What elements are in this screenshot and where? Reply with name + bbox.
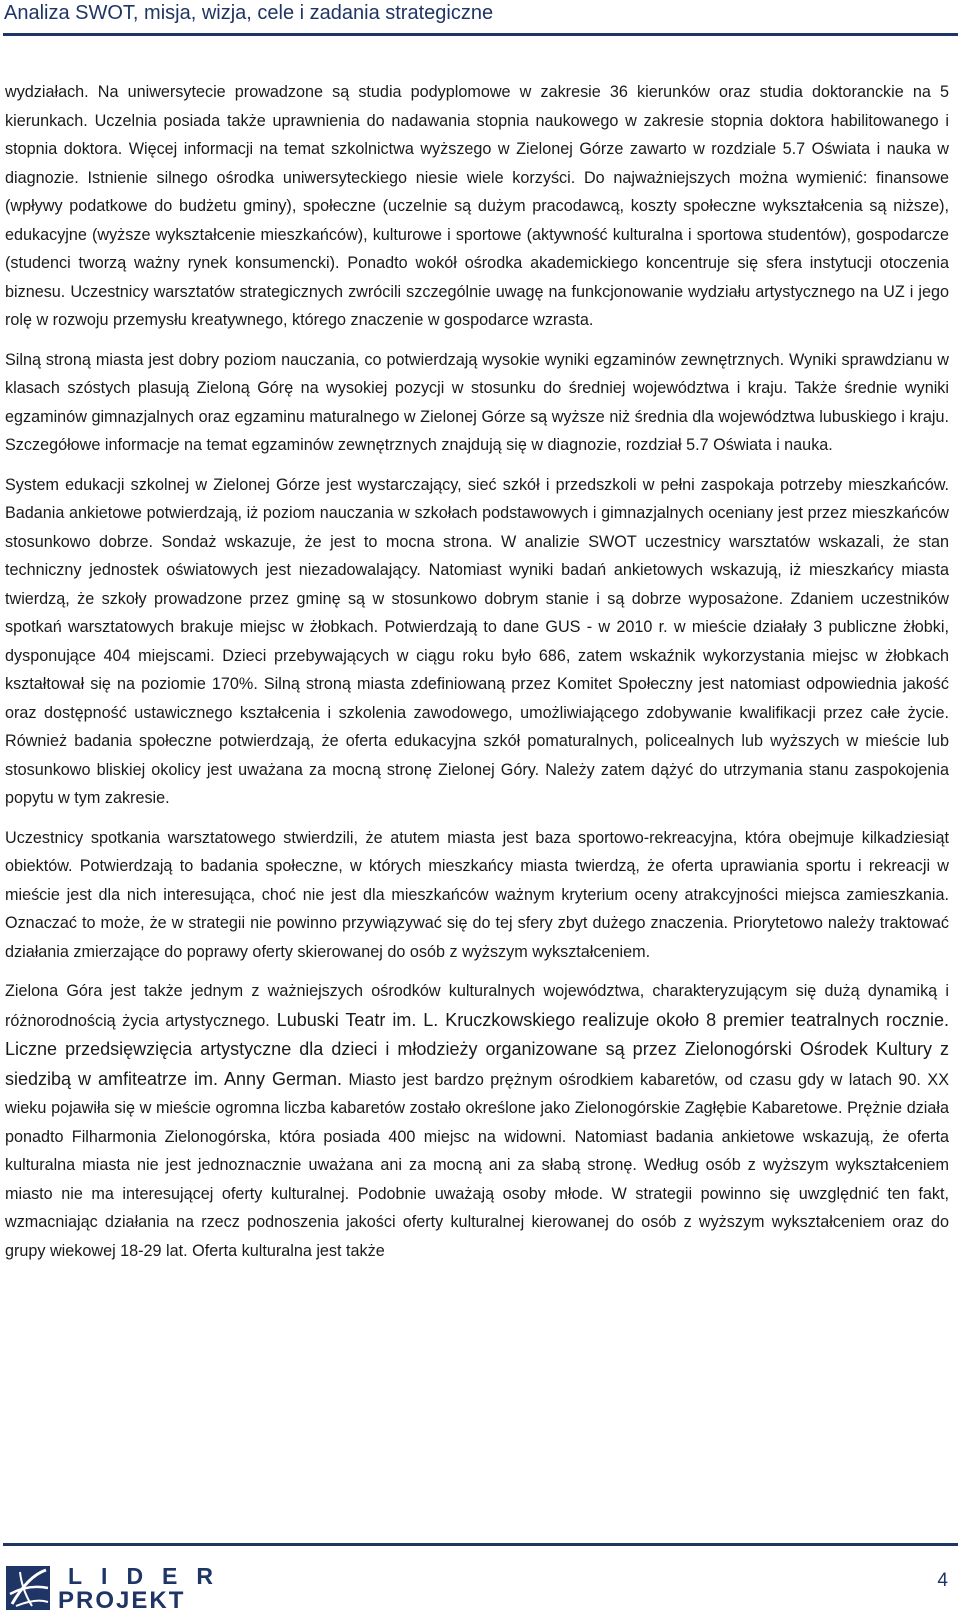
paragraph: Silną stroną miasta jest dobry poziom nauczania, co potwierdzają wysokie wyniki egzaminów zewnętrznych. Wyniki sprawdzianu w klasach szóstych plasują Zieloną Górę na wysokiej pozycji w stosunku do średniej województwa i kraju. Także średnie wyniki egzaminów gimnazjalnych oraz egzaminu maturalnego w Zielonej Górze są wyższe niż średnia dla województwa lubuskiego i kraju. Szczegółowe informacje na temat egzaminów zewnętrznych znajdują się w diagnozie, rozdział 5.7 Oświata i nauka. <box>5 350 949 454</box>
document-body <box>5 78 949 1276</box>
paragraph: wydziałach. Na uniwersytecie prowadzone są studia podyplomowe w zakresie 36 kierunków oraz studia doktoranckie na 5 kierunkach. Uczelnia posiada także uprawnienia do nadawania stopnia naukowego w zakresie stopnia doktora habilitowanego i stopnia doktora. Więcej informacji na temat szkolnictwa wyższego w Zielonej Górze zawarto w rozdziale 5.7 Oświata i nauka w diagnozie. Istnienie silnego ośrodka uniwersyteckiego niesie wiele korzyści. Do najważniejszych można wymienić: finansowe (wpływy podatkowe do budżetu gminy), społeczne (uczelnie są dużym pracodawcą, koszty społeczne wykształcenia są niższe), edukacyjne (wyższe wykształcenie mieszkańców), kulturowe i sportowe (aktywność kulturalna i sportowa studentów), gospodarcze (studenci tworzą ważny rynek konsumencki). Ponadto wokół ośrodka akademickiego koncentruje się sfera instytucji otoczenia biznesu. Uczestnicy warsztatów strategicznych zwrócili szczególnie uwagę na funkcjonowanie wydziału artystycznego na UZ i jego rolę w rozwoju przemysłu kreatywnego, którego znaczenie w gospodarce wzrasta. <box>5 83 949 329</box>
paragraph: Uczestnicy spotkania warsztatowego stwierdzili, że atutem miasta jest baza sportowo-rekreacyjna, która obejmuje kilkadziesiąt obiektów. Potwierdzają to badania społeczne, w których mieszkańcy miasta twierdzą, że oferta uprawiania sportu i rekreacji w mieście jest dla nich interesująca, choć nie jest dla mieszkańców ważnym kryterium oceny atrakcyjności miejsca zamieszkania. Oznaczać to może, że w strategii nie powinno przywiązywać się do tej sfery zbyt dużego znaczenia. Priorytetowo należy traktować działania zmierzające do poprawy oferty skierowanej do osób z wyższym wykształceniem. <box>5 828 949 961</box>
header-title: Analiza SWOT, misja, wizja, cele i zadania strategiczne <box>4 2 494 24</box>
page-footer <box>0 1540 960 1611</box>
paragraph-text: Miasto jest bardzo prężnym ośrodkiem kabaretów, od czasu gdy w latach 90. XX wieku pojawiła się w mieście ogromna liczba kabaretów zostało określone jako Zielonogórskie Zagłębie Kabaretowe. Prężnie działa ponadto Filharmonia Zielonogórska, która posiada 400 miejsc na widowni. Natomiast badania ankietowe wskazują, że oferta kulturalna miasta nie jest jednoznacznie uważana ani za mocną ani za słabą stronę. Według osób z wyższym wykształceniem miasto nie ma interesującej oferty kulturalnej. Podobnie uważają osoby młode. W strategii powinno się uwzględnić ten fakt, wzmacniając działania na rzecz podnoszenia jakości oferty kulturalnej kierowanej do osób z wyższym wykształceniem oraz do grupy wiekowej 18-29 lat. Oferta kulturalna jest także <box>5 1070 949 1260</box>
page-header <box>0 0 960 38</box>
logo-text-top: LIDER <box>68 1563 232 1589</box>
footer-divider <box>3 1543 958 1546</box>
globe-icon <box>6 1566 50 1610</box>
page-number: 4 <box>937 1570 948 1591</box>
paragraph <box>5 977 949 1265</box>
paragraph-text: Zielona Góra jest także jednym z ważniejszych ośrodków kulturalnych województwa, charakteryzującym się dużą dynamiką i różnorodnością życia artystycznego. <box>5 982 949 1030</box>
header-divider <box>3 33 958 36</box>
lider-projekt-logo <box>6 1560 246 1610</box>
paragraph-text-large: Lubuski Teatr im. L. Kruczkowskiego realizuje około 8 premier teatralnych rocznie. Liczne przedsięwzięcia artystyczne dla dzieci i młodzieży organizowane są przez Zielonogórski Ośrodek Kultury z siedzibą w amfiteatrze im. Anny German. <box>5 1009 950 1089</box>
paragraph: System edukacji szkolnej w Zielonej Górze jest wystarczający, sieć szkół i przedszkoli w pełni zaspokaja potrzeby mieszkańców. Badania ankietowe potwierdzają, iż poziom nauczania w szkołach podstawowych i gimnazjalnych oceniany jest przez mieszkańców stosunkowo dobrze. Sondaż wskazuje, że jest to mocna strona. W analizie SWOT uczestnicy warsztatów wskazali, że stan techniczny jednostek oświatowych jest niezadowalający. Natomiast wyniki badań ankietowych wskazują, iż mieszkańcy miasta twierdzą, że szkoły prowadzone przez gminę są w stosunkowo dobrym stanie i są dobrze wyposażone. Zdaniem uczestników spotkań warsztatowych brakuje miejsc w żłobkach. Potwierdzają to dane GUS - w 2010 r. w mieście działały 3 publiczne żłobki, dysponujące 404 miejscami. Dzieci przebywających w ciągu roku było 686, zatem wskaźnik wykorzystania miejsc w żłobkach kształtował się na poziomie 170%. Silną stroną miasta zdefiniowaną przez Komitet Społeczny jest natomiast odpowiednia jakość oraz dostępność ustawicznego kształcenia i szkolenia zawodowego, umożliwiającego zdobywanie kwalifikacji przez całe życie. Również badania społeczne potwierdzają, że oferta edukacyjna szkół pomaturalnych, policealnych lub wyższych w mieście lub stosunkowo bliskiej okolicy jest uważana za mocną stronę Zielonej Góry. Należy zatem dążyć do utrzymania stanu zaspokojenia popytu w tym zakresie. <box>5 475 949 807</box>
logo-text-bottom: PROJEKT <box>58 1587 186 1610</box>
